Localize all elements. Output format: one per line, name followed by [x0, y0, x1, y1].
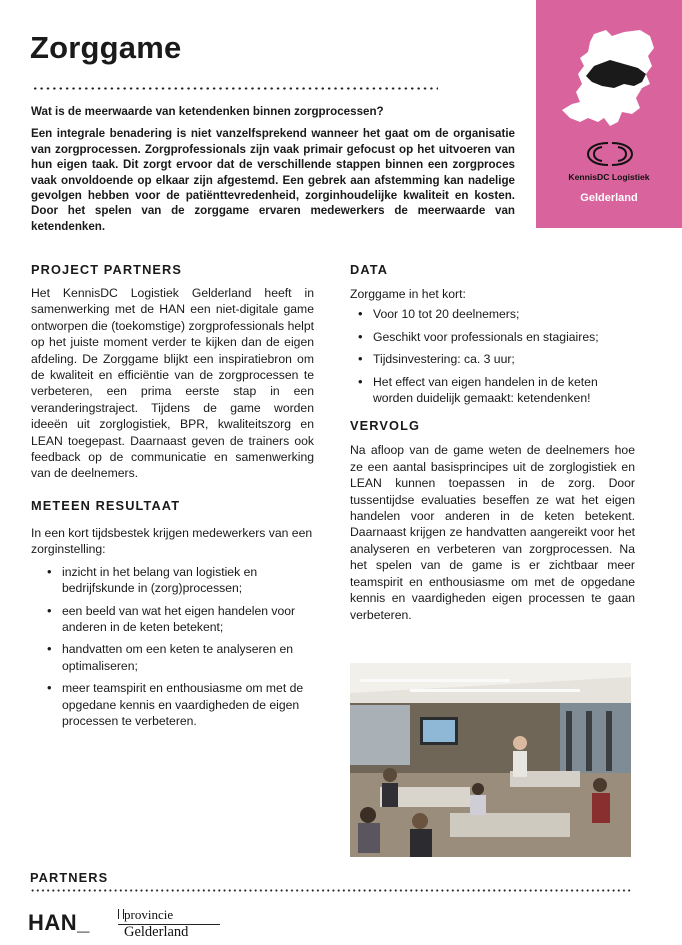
han-logo: HAN_: [28, 910, 90, 935]
badge-brand: KennisDC Logistiek: [568, 172, 650, 182]
left-column: [31, 262, 314, 735]
provincie-gelderland-logo: [118, 906, 222, 942]
partners-divider: [30, 889, 632, 892]
meteen-resultaat-heading: METEEN RESULTAAT: [31, 497, 181, 513]
page-title: Zorggame: [30, 30, 182, 65]
data-intro: Zorggame in het kort:: [350, 287, 466, 301]
vervolg-text: Na afloop van de game weten de deelnemers hoe ze een aantal basisprincipes uit de zorglogistiek en LEAN kunnen toepassen in de zorg. Door tussentijdse evaluaties beseffen ze wat het eigen handelen voor anderen in de keten betekent. Daarnaast krijgen ze handvatten aangereikt voor het analyseren en verbeteren van zorgprocessen. Na het spelen van de game is er zichtbaar meer teamspirit en enthousiasme om met de opgedane kennis en vaardigheden eigen processen te gaan verbeteren.: [350, 443, 635, 622]
badge-region: Gelderland: [580, 192, 638, 204]
list-item: • Geschikt voor professionals en stagiaires;: [356, 329, 635, 345]
list-item: • Voor 10 tot 20 deelnemers;: [356, 306, 635, 322]
project-partners-heading: PROJECT PARTNERS: [31, 262, 183, 277]
meteen-resultaat-list: [31, 564, 314, 730]
list-item: • Tijdsinvestering: ca. 3 uur;: [356, 351, 635, 367]
intro-question: Wat is de meerwaarde van ketendenken binnen zorgprocessen?: [31, 105, 384, 118]
project-partners-text: Het KennisDC Logistiek Gelderland heeft in samenwerking met de HAN een niet-digitale game ontworpen die (toekomstige) zorgprofessionals helpt op het juiste moment verder te kijken dan de eigen afdeling. De Zorggame blijkt een inspiratiebron om de kwaliteit en efficiëntie van de zorgprocessen te verbeteren, een prima eerste stap in een veranderingstraject. Tijdens de game worden ideeën uit zorglogistiek, BPR, kwaliteitszorg en LEAN toegepast. Daarnaast geven de trainers ook feedback op de communicatie en samenwerking van de deelnemers.: [31, 286, 314, 481]
kennisdc-logo-icon: [580, 140, 640, 168]
title-divider: [32, 87, 438, 90]
right-column: [350, 262, 635, 623]
vervolg-heading: VERVOLG: [350, 418, 421, 434]
list-item: • handvatten om een keten te analyseren en optimaliseren;: [45, 641, 314, 674]
netherlands-map-icon: [554, 22, 666, 134]
workshop-photo: [350, 663, 631, 857]
partners-heading: PARTNERS: [30, 870, 109, 885]
list-item: • inzicht in het belang van logistiek en bedrijfskunde in (zorg)processen;: [45, 564, 314, 597]
data-list: [350, 306, 635, 406]
list-item: • meer teamspirit en enthousiasme om met de opgedane kennis en vaardigheden de eigen processen te verbeteren.: [45, 680, 314, 729]
intro-paragraph: Een integrale benadering is niet vanzelfsprekend wanneer het gaat om de organisatie van zorgprocessen. Zorgprofessionals zijn vaak primair gefocust op het uitvoeren van hun eigen taak. Dit zorgt ervoor dat de verschillende stappen binnen een zorgproces vaak onvoldoende op elkaar zijn afgestemd. Een gebrek aan afstemming kan nadelige gevolgen hebben voor de patiënttevredenheid, zorginhoudelijke kwaliteit en kosten. Door het spelen van de zorggame ervaren medewerkers de meerwaarde van ketendenken.: [31, 127, 515, 233]
list-item: • Het effect van eigen handelen in de keten worden duidelijk gemaakt: ketendenken!: [356, 374, 635, 407]
data-heading: DATA: [350, 262, 389, 277]
provincie-logo-line1: provincie: [124, 907, 174, 922]
list-item: • een beeld van wat het eigen handelen voor anderen in de keten betekent;: [45, 603, 314, 636]
kennisdc-badge: [536, 0, 682, 228]
intro-block: [31, 104, 515, 234]
meteen-resultaat-intro: In een kort tijdsbestek krijgen medewerkers van een zorginstelling:: [31, 525, 313, 557]
provincie-logo-line2: Gelderland: [124, 924, 189, 940]
